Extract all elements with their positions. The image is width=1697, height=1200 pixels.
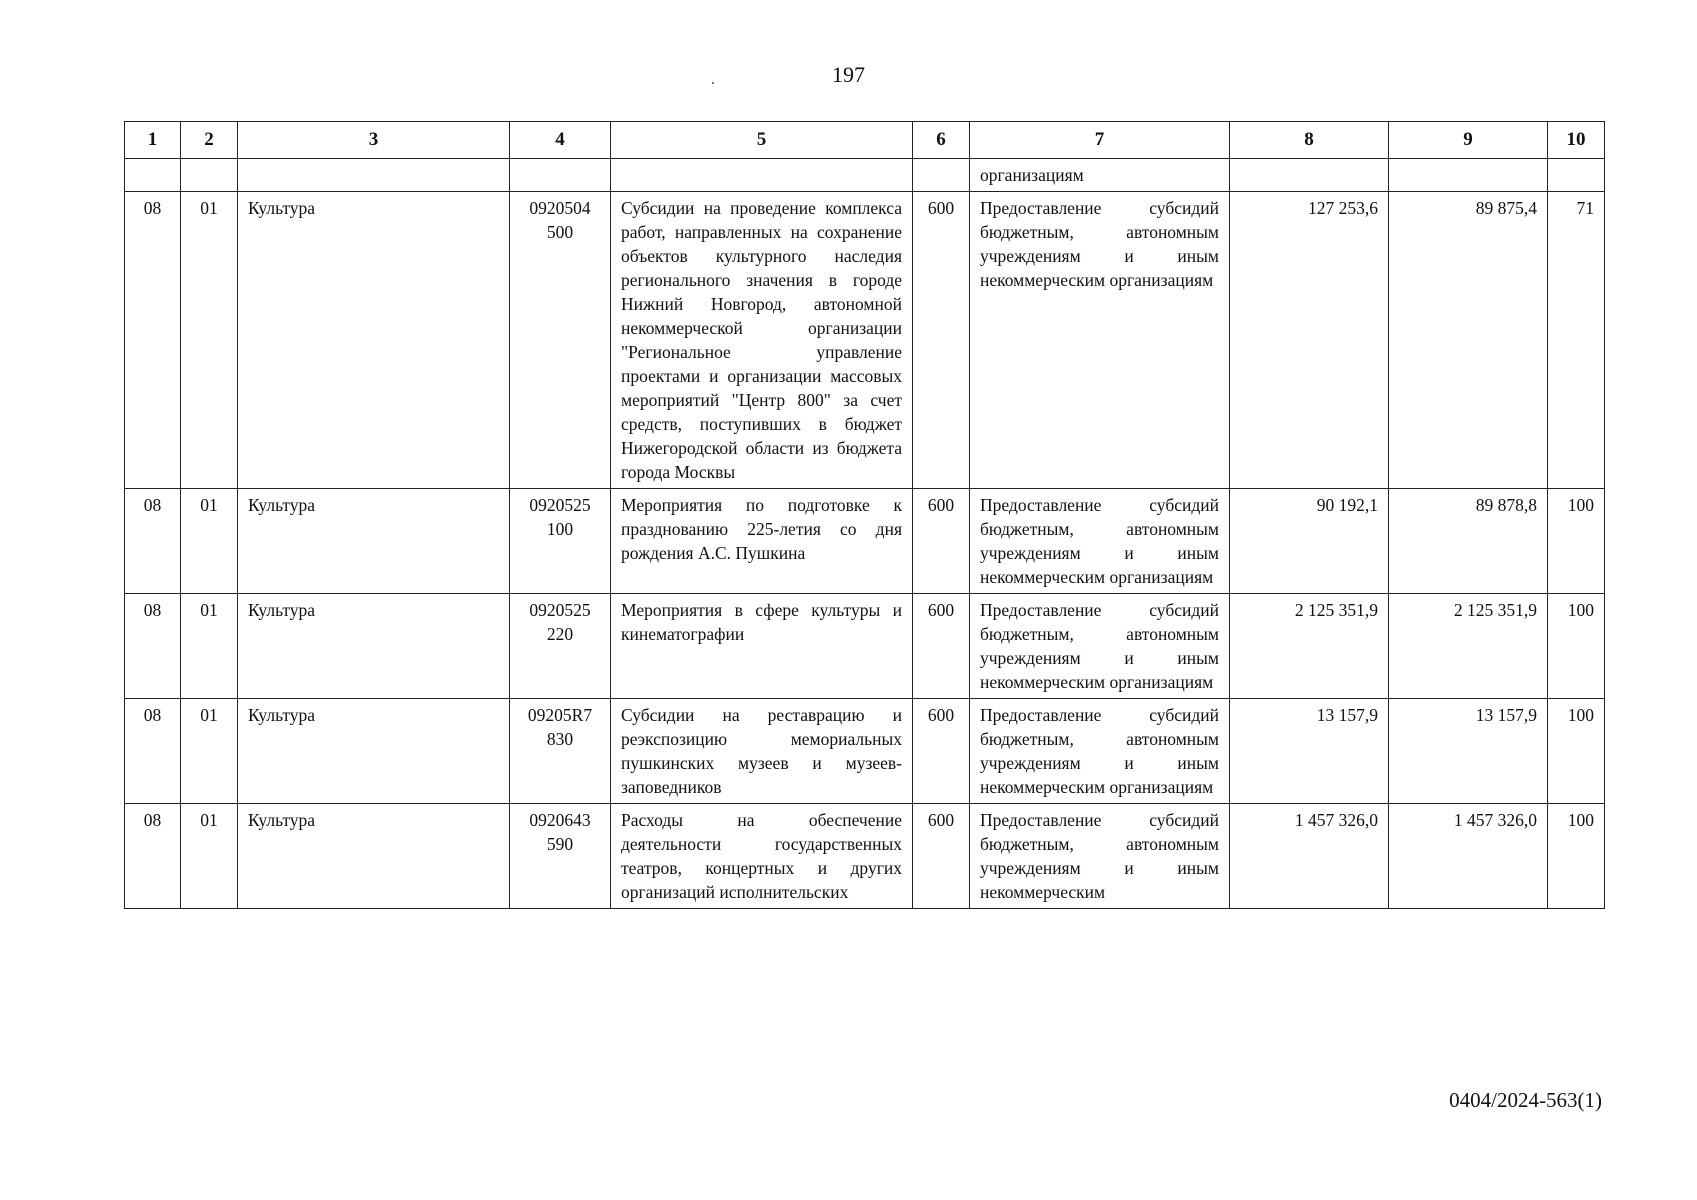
expense-code-cell: 600: [913, 594, 970, 699]
section-name-cell: Культура: [238, 594, 510, 699]
table-row: [125, 489, 1605, 594]
subsection-cell: 01: [181, 489, 238, 594]
column-header: 6: [913, 122, 970, 159]
column-header: 5: [611, 122, 913, 159]
actual-amount-cell: 13 157,9: [1389, 699, 1548, 804]
table-cell: [1548, 159, 1605, 192]
table-cell: [913, 159, 970, 192]
actual-amount-cell: 89 875,4: [1389, 192, 1548, 489]
expense-code-cell: 600: [913, 192, 970, 489]
actual-amount-cell: 89 878,8: [1389, 489, 1548, 594]
section-cell: 08: [125, 699, 181, 804]
column-header: 2: [181, 122, 238, 159]
percent-cell: 71: [1548, 192, 1605, 489]
expense-code-cell: 600: [913, 804, 970, 909]
percent-cell: 100: [1548, 594, 1605, 699]
actual-amount-cell: 2 125 351,9: [1389, 594, 1548, 699]
subsection-cell: 01: [181, 594, 238, 699]
subsection-cell: 01: [181, 192, 238, 489]
table-row: [125, 699, 1605, 804]
percent-cell: 100: [1548, 699, 1605, 804]
section-cell: 08: [125, 192, 181, 489]
table-cell: [1230, 159, 1389, 192]
subsection-cell: 01: [181, 699, 238, 804]
planned-amount-cell: 90 192,1: [1230, 489, 1389, 594]
actual-amount-cell: 1 457 326,0: [1389, 804, 1548, 909]
section-name-cell: Культура: [238, 192, 510, 489]
header-row: [125, 122, 1605, 159]
expense-type-cell: Предоставление субсидий бюджетным, автономным учреждениям и иным некоммерческим организациям: [970, 594, 1230, 699]
description-cell: Расходы на обеспечение деятельности государственных театров, концертных и других организаций исполнительских: [611, 804, 913, 909]
expense-code-cell: 600: [913, 489, 970, 594]
scan-speck: [712, 82, 714, 84]
expense-type-cell: Предоставление субсидий бюджетным, автономным учреждениям и иным некоммерческим организациям: [970, 489, 1230, 594]
document-number: 0404/2024-563(1): [1449, 1088, 1602, 1112]
section-name-cell: Культура: [238, 804, 510, 909]
target-code-cell: 0920525 100: [510, 489, 611, 594]
planned-amount-cell: 1 457 326,0: [1230, 804, 1389, 909]
section-cell: 08: [125, 804, 181, 909]
column-header: 8: [1230, 122, 1389, 159]
table-cell: [125, 159, 181, 192]
table-row: [125, 594, 1605, 699]
table-cell: [1389, 159, 1548, 192]
description-cell: Субсидии на реставрацию и реэкспозицию мемориальных пушкинских музеев и музеев-заповедников: [611, 699, 913, 804]
table-cell: [611, 159, 913, 192]
target-code-cell: 0920643 590: [510, 804, 611, 909]
column-header: 10: [1548, 122, 1605, 159]
budget-table: [124, 121, 1605, 909]
target-code-cell: 09205R7 830: [510, 699, 611, 804]
percent-cell: 100: [1548, 804, 1605, 909]
table-cell: [238, 159, 510, 192]
target-code-cell: 0920504 500: [510, 192, 611, 489]
column-header: 7: [970, 122, 1230, 159]
table-row: [125, 804, 1605, 909]
planned-amount-cell: 13 157,9: [1230, 699, 1389, 804]
table-cell: [181, 159, 238, 192]
expense-type-cell: Предоставление субсидий бюджетным, автономным учреждениям и иным некоммерческим организациям: [970, 192, 1230, 489]
planned-amount-cell: 2 125 351,9: [1230, 594, 1389, 699]
description-cell: Субсидии на проведение комплекса работ, направленных на сохранение объектов культурного наследия регионального значения в городе Нижний Новгород, автономной некоммерческой организации "Региональное управление проектами и организации массовых мероприятий "Центр 800" за счет средств, поступивших в бюджет Нижегородской области из бюджета города Москвы: [611, 192, 913, 489]
description-cell: Мероприятия в сфере культуры и кинематографии: [611, 594, 913, 699]
percent-cell: 100: [1548, 489, 1605, 594]
column-header: 9: [1389, 122, 1548, 159]
section-name-cell: Культура: [238, 699, 510, 804]
expense-type-cell: организациям: [970, 159, 1230, 192]
page-number: 197: [832, 62, 865, 87]
description-cell: Мероприятия по подготовке к празднованию 225-летия со дня рождения А.С. Пушкина: [611, 489, 913, 594]
table-row: [125, 192, 1605, 489]
subsection-cell: 01: [181, 804, 238, 909]
section-name-cell: Культура: [238, 489, 510, 594]
target-code-cell: 0920525 220: [510, 594, 611, 699]
planned-amount-cell: 127 253,6: [1230, 192, 1389, 489]
section-cell: 08: [125, 594, 181, 699]
table-cell: [510, 159, 611, 192]
section-cell: 08: [125, 489, 181, 594]
expense-code-cell: 600: [913, 699, 970, 804]
expense-type-cell: Предоставление субсидий бюджетным, автономным учреждениям и иным некоммерческим: [970, 804, 1230, 909]
column-header: 3: [238, 122, 510, 159]
expense-type-cell: Предоставление субсидий бюджетным, автономным учреждениям и иным некоммерческим организациям: [970, 699, 1230, 804]
continuation-row: [125, 159, 1605, 192]
column-header: 4: [510, 122, 611, 159]
column-header: 1: [125, 122, 181, 159]
